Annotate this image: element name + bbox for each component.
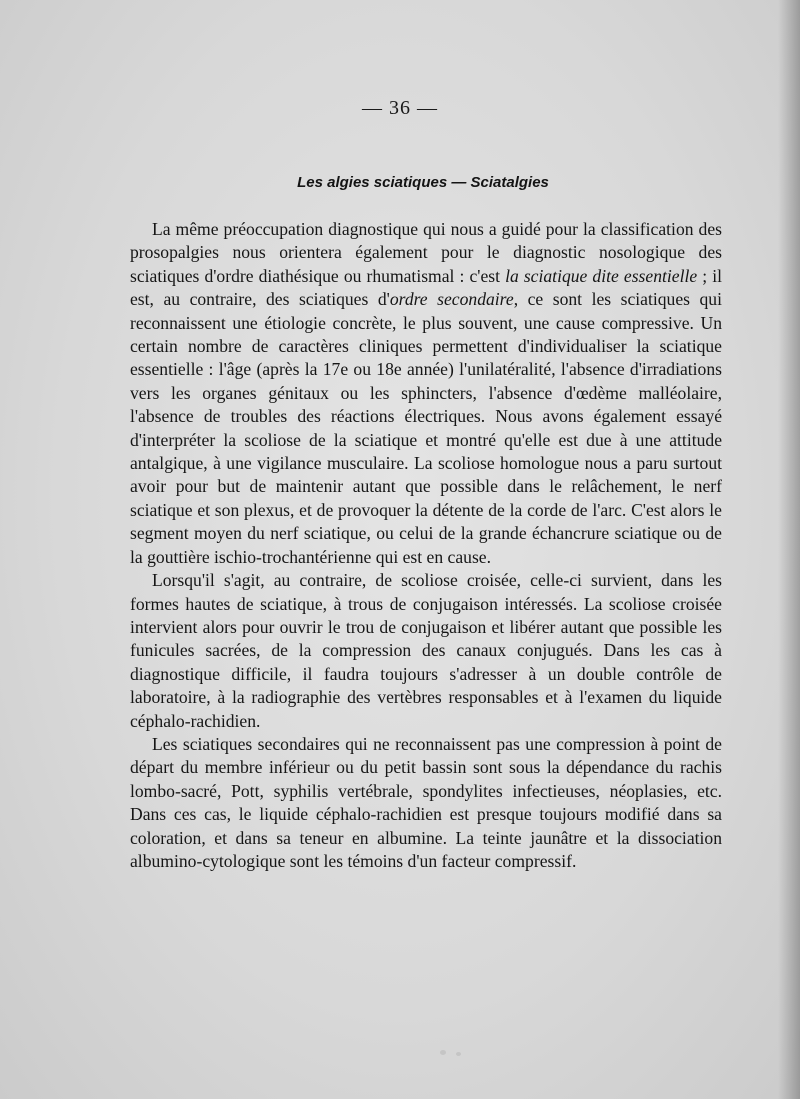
section-title: Les algies sciatiques — Sciatalgies: [297, 174, 549, 191]
italic-term-sciatique-essentielle: la sciatique dite essentielle: [505, 265, 698, 286]
text-segment: Les sciatiques secondaires qui ne reconnaissent pas une compression à point de départ du membre inférieur ou du petit bassin sont sous la dépendance du rachis lombo-sacré, Pott, syphilis vertébrale, spondylites infectieuses, néoplasies, etc. Dans ces cas, le liquide céphalo-rachidien est presque toujours modifié dans sa coloration, et dans sa teneur en albumine. La teinte jaunâtre et la dissociation albumino-cytologique sont les témoins d'un facteur compressif.: [130, 733, 722, 871]
text-segment: La même préoccupation diagnostique qui nous a guidé pour la classification des prosopalgies nous orientera également pour le diagnostic nosologique des sciatiques d'ordre diathésique ou rhumatismal : c'est: [130, 219, 722, 286]
paragraph-1: [130, 218, 722, 569]
text-segment: Lorsqu'il s'agit, au contraire, de scoliose croisée, celle-ci survient, dans les formes hautes de sciatique, à trous de conjugaison intéressés. La scoliose croisée intervient alors pour ouvrir le trou de conjugaison et libérer autant que possible les funicules sacrées, de la compression des canaux conjugués. Dans les cas à diagnostique difficile, il faudra toujours s'adresser à un double contrôle de laboratoire, à la radiographie des vertèbres responsables et à l'examen du liquide céphalo-rachidien.: [130, 570, 722, 731]
paragraph-3: [130, 733, 722, 873]
page-edge-shadow: [778, 0, 800, 1099]
page-number: — 36 —: [362, 97, 438, 119]
text-segment: , ce sont les sciatiques qui reconnaissent une étiologie concrète, le plus souvent, une cause compressive. Un certain nombre de caractères cliniques permettent d'individualiser la sciatique essentielle : l'âge (après la 17e ou 18e année) l'unilatéralité, l'absence d'irradiations vers les organes génitaux ou les sphincters, l'absence d'œdème malléolaire, l'absence de troubles des réactions électriques. Nous avons également essayé d'interpréter la scoliose de la sciatique et montré qu'elle est due à une attitude antalgique, à une vigilance musculaire. La scoliose homologue nous a paru surtout avoir pour but de maintenir autant que possible dans le relâchement, le nerf sciatique et son plexus, et de provoquer la détente de la corde de l'arc. C'est alors le segment moyen du nerf sciatique, ou celui de la grande échancrure sciatique ou de la gouttière ischio-trochantérienne qui est en cause.: [130, 289, 722, 567]
paragraph-2: [130, 569, 722, 733]
body-text: [130, 218, 722, 873]
smudge-mark: [456, 1052, 461, 1056]
italic-term-ordre-secondaire: ordre secondaire: [389, 289, 514, 310]
smudge-mark: [440, 1050, 446, 1055]
text-segment: ; il est, au contraire, des sciatiques d': [130, 265, 722, 310]
